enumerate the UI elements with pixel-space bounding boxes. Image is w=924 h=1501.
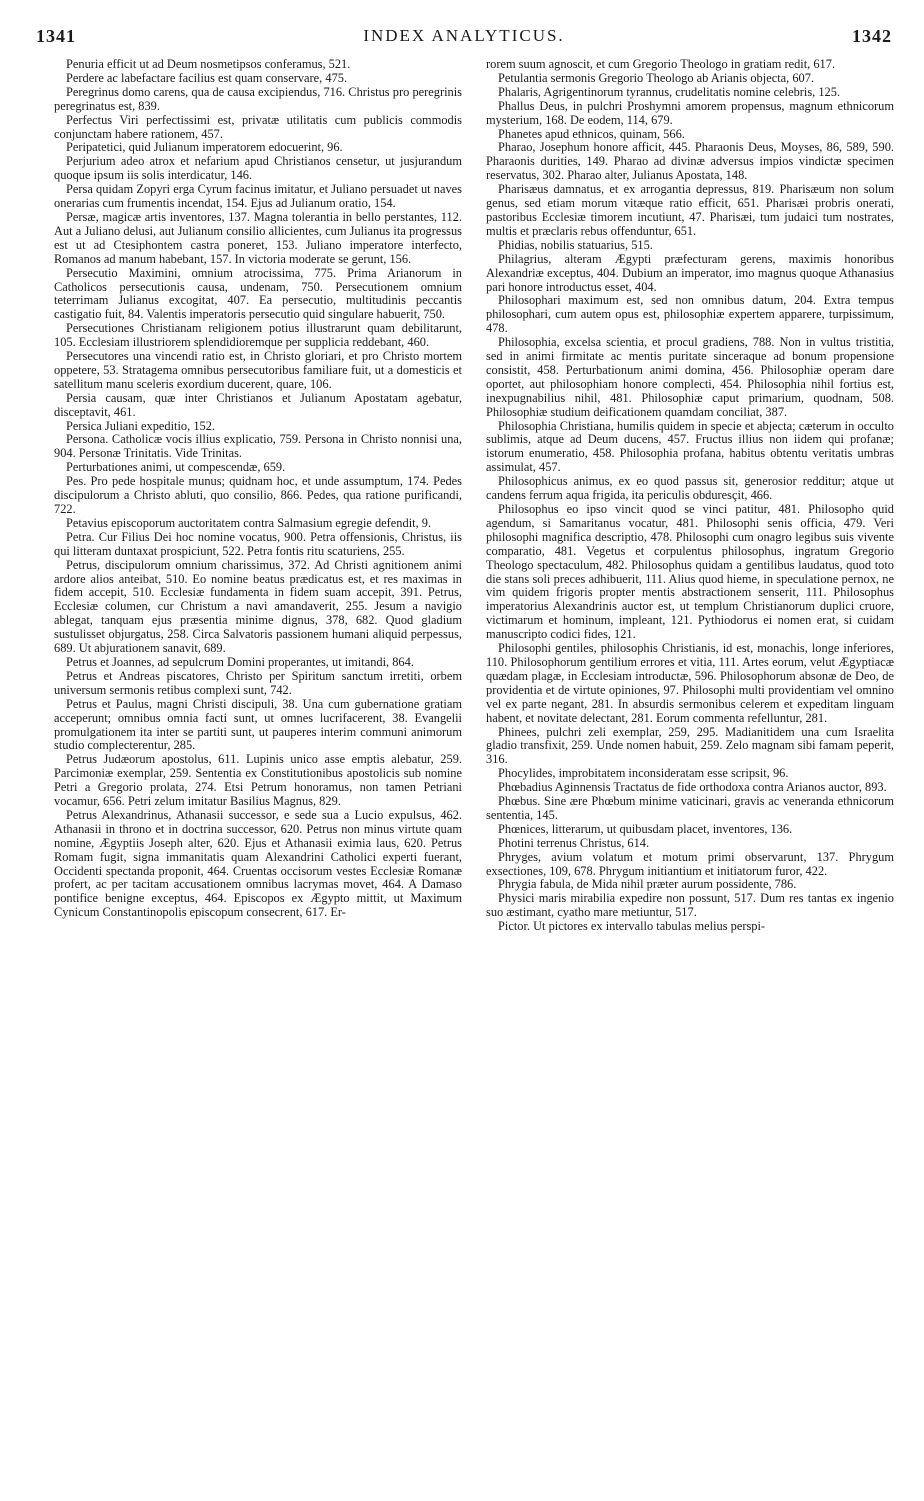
index-entry: Petrus, discipulorum omnium charissimus, 372. Ad Christi agnitionem animi ardore alios anteibat, 510. Eo nomine beatus prædicatus est, et res maximas in fidem accepit, 510. Ecclesiæ fundamenta in fidem suam accepit, 391. Petrus, Ecclesiæ columen, cur Christum a navi amandaverit, 255. Jesum a navigio ablegat, tanquam ejus præsentia minime dignus, 378, 682. Quod gladium sustulisset objurgatus, 258. Circa Salvatoris passionem humani aliquid perpessus, 689. Ut abjurationem sanavit, 689.: [54, 557, 462, 656]
index-entry: Phœnices, litterarum, ut quibusdam placet, inventores, 136.: [498, 821, 793, 836]
index-entry: Persecutores una vincendi ratio est, in Christo gloriari, et pro Christo mortem oppetere, 53. Stratagema omnibus persecutoribus familiare fuit, ut a domesticis et satellitum manu sceleris exordium ducerent, quare, 106.: [54, 349, 462, 391]
index-entry: Persica Juliani expeditio, 152.: [66, 418, 216, 433]
index-entry: Philosophia Christiana, humilis quidem in specie et abjecta; cæterum in occulto sublimis, atque ad Deum ducens, 457. Fructus illius non iidem qui profanæ; istorum enumeratio, 458. Philosophia profana, habitus obtentu veritatis umbras assimulat, 457.: [486, 418, 894, 475]
index-entry: Petrus et Paulus, magni Christi discipuli, 38. Una cum gubernatione gratiam acceperunt; omnibus omnia facti sunt, ut omnes lucrifacerent, 38. Evangelii promulgationem ita inter se partiti sunt, ut pauperes interim communi animorum studio complecterentur, 285.: [54, 696, 462, 753]
index-entry: Pharisæus damnatus, et ex arrogantia depressus, 819. Pharisæum non solum genus, sed etiam morum vitæque ratio efficit, 651. Pharisæi probris onerati, pastoribus Ecclesiæ timorem incutiunt, 47. Pharisæi, tum judaici tum nostrates, multis et præclaris rebus offenduntur, 651.: [486, 182, 894, 238]
page-number-right: 1342: [852, 26, 892, 46]
page-header: [36, 22, 892, 56]
left-column: [54, 58, 462, 1491]
index-entry: Petra. Cur Filius Dei hoc nomine vocatus, 900. Petra offensionis, Christus, iis qui litteram duntaxat prospiciunt, 522. Petra fontis ritu scaturiens, 255.: [54, 529, 462, 558]
index-entry: Petrus et Joannes, ad sepulcrum Domini properantes, ut imitandi, 864.: [66, 654, 414, 669]
index-entry: Phrygia fabula, de Mida nihil præter aurum possidente, 786.: [498, 877, 797, 892]
running-title: INDEX ANALYTICUS.: [363, 26, 565, 45]
index-entry: Philosophia, excelsa scientia, et procul gradiens, 788. Non in vultus tristitia, sed in animi firmitate ac mentis puritate sinceraque ad bonum propensione consistit, 458. Perturbationum animi domina, 456. Philosophiæ operam dare oportet, aut philosophiam honore complecti, 454. Philosophia nihil fortius est, inexpugnabilius nihil, 481. Philosophiæ caput primarium, quodnam, 508. Philosophiæ studium deificationem quamdam conciliat, 387.: [486, 335, 894, 419]
index-entry: Peripatetici, quid Julianum imperatorem edocuerint, 96.: [66, 140, 343, 155]
index-entry: Phallus Deus, in pulchri Proshymni amorem propensus, magnum ethnicorum mysterium, 168. De eodem, 114, 679.: [486, 98, 894, 127]
index-entry: Perjurium adeo atrox et nefarium apud Christianos censetur, ut jusjurandum quoque ipsum iis solis interdicatur, 146.: [54, 154, 462, 183]
index-entry: Persæ, magicæ artis inventores, 137. Magna tolerantia in bello perstantes, 112. Aut a Juliano delusi, aut Julianum consilio allicientes, cum Julianus ita progressus est ut ad Ctesiphontem castra poneret, 153. Juliano imperatore interfecto, Romanos ad manum habebant, 157. In victoria moderate se gerunt, 156.: [54, 209, 462, 266]
right-column: [486, 58, 894, 1491]
index-entry: Phanetes apud ethnicos, quinam, 566.: [498, 126, 685, 141]
index-entry: Philosophi gentiles, philosophis Christianis, id est, monachis, longe inferiores, 110. Philosophorum gentilium errores et vitia, 111. Artes eorum, velut Ægyptiacæ quædam plagæ, in Ecclesiam introductæ, 596. Philosophorum absonæ de Deo, de providentia et de virtute opiniones, 97. Philosophi multi providentiam vel omnino vel ex parte negant, 281. In absurdis sermonibus celerem et expeditam linguam habent, et novitate delectant, 281. Eorum commenta refelluntur, 281.: [486, 641, 894, 725]
page-number-left: 1341: [36, 26, 76, 46]
index-entry: Persona. Catholicæ vocis illius explicatio, 759. Persona in Christo nonnisi una, 904. Personæ Trinitatis. Vide Trinitas.: [54, 432, 462, 461]
index-entry: Philosophari maximum est, sed non omnibus datum, 204. Extra tempus philosophari, cum autem opus est, philosophiæ expertem apparere, turpissimum, 478.: [486, 293, 894, 336]
index-entry: Persa quidam Zopyri erga Cyrum facinus imitatur, et Juliano persuadet ut naves onerarias cum frumentis incendat, 154. Ejus ad Julianum oratio, 154.: [54, 182, 462, 211]
index-entry: Petulantia sermonis Gregorio Theologo ab Arianis objecta, 607.: [498, 70, 815, 85]
index-entry: Photini terrenus Christus, 614.: [498, 835, 650, 850]
index-entry: Perturbationes animi, ut compescendæ, 659.: [66, 460, 286, 475]
index-entry: Pes. Pro pede hospitale munus; quidnam hoc, et unde assumptum, 174. Pedes discipulorum a Christo abluti, quo consilio, 866. Pedes, qua ratione purificandi, 722.: [54, 474, 462, 516]
index-entry: Philosophicus animus, ex eo quod passus sit, generosior redditur; atque ut candens ferrum aqua frigida, ita periculis obduresçit, 466.: [486, 474, 894, 503]
index-entry: Petrus Alexandrinus, Athanasii successor, e sede sua a Lucio expulsus, 462. Athanasii in throno et in doctrina successor, 620. Petrus non minus virtute quam nomine, Ægyptiis Joseph alter, 620. Ejus et Athanasii eximia laus, 620. Petrus Romam fugit, signa immanitatis quam Alexandrini Catholici experti fuerant, Occidenti spectanda proponit, 464. Cruentas occisorum vestes Ecclesiæ Romanæ profert, ac per tacitam accusationem omnibus lacrymas movet, 464. A Damaso pontifice benigne exceptus, 464. Episcopos ex Ægypto mittit, ut Maximum Cynicum Constantinopolis episcopum consecrent, 617. Er-: [54, 807, 462, 920]
index-entry: rorem suum agnoscit, et cum Gregorio Theologo in gratiam redit, 617.: [486, 58, 836, 71]
index-entry: Petrus et Andreas piscatores, Christo per Spiritum sanctum irretiti, orbem universum sermonis retibus complexi sunt, 742.: [54, 668, 462, 697]
index-entry: Perdere ac labefactare facilius est quam conservare, 475.: [66, 70, 348, 85]
index-entry: Philagrius, alteram Ægypti præfecturam gerens, maximis honoribus Alexandriæ exceptus, 404. Dubium an imperator, imo magnus quoque Athanasius pari honore introductus esset, 404.: [486, 251, 894, 294]
index-entry: Phryges, avium volatum et motum primi observarunt, 137. Phrygum exsectiones, 109, 678. Phrygum initiantium et initiatorum furor, 422.: [486, 849, 894, 878]
index-entry: Petavius episcoporum auctoritatem contra Salmasium egregie defendit, 9.: [66, 515, 432, 530]
index-entry: Perfectus Viri perfectissimi est, privatæ utilitatis cum publicis commodis conjunctam habere rationem, 457.: [54, 112, 462, 141]
index-entry: Peregrinus domo carens, qua de causa excipiendus, 716. Christus pro peregrinis peregrinatus est, 839.: [54, 84, 462, 113]
index-entry: Persecutio Maximini, omnium atrocissima, 775. Prima Arianorum in Catholicos persecutionis causa, undenam, 750. Persecutionem omnium teterrimam Julianus excogitat, 407. Ea persecutio, multitudinis peccantis castigatio fuit, 84. Valentis imperatoris persecutio quid singulare habuerit, 750.: [54, 265, 462, 322]
index-entry: Phœbus. Sine ære Phœbum minime vaticinari, gravis ac veneranda ethnicorum sententia, 145.: [486, 794, 894, 822]
index-entry: Pictor. Ut pictores ex intervallo tabulas melius perspi-: [498, 919, 766, 934]
index-entry: Phalaris, Agrigentinorum tyrannus, crudelitatis nomine celebris, 125.: [498, 84, 841, 99]
index-entry: Phocylides, improbitatem inconsideratam esse scripsit, 96.: [498, 766, 789, 781]
index-entry: Physici maris mirabilia expedire non possunt, 517. Dum res tantas ex ingenio suo æstimant, cyatho mare metiuntur, 517.: [486, 891, 894, 920]
index-entry: Penuria efficit ut ad Deum nosmetipsos conferamus, 521.: [66, 58, 351, 71]
index-entry: Phœbadius Aginnensis Tractatus de fide orthodoxa contra Arianos auctor, 893.: [498, 780, 887, 795]
index-entry: Philosophus eo ipso vincit quod se vinci patitur, 481. Philosopho quid agendum, si Samaritanus vocatur, 481. Philosophi senis officia, 479. Veri philosophi magnifica descriptio, 478. Philosophi cum onagro legibus suis vivente comparatio, 481. Vegetus et corpulentus philosophus, ingratum Gregorio Theologo spectaculum, 482. Philosophus quidam a gentilibus laudatus, quod toto die stans soli preces adhibuerit, 111. Alius quod hieme, in speculatione pernox, ne vim quidem frigoris propter mentis abstractionem senserit, 111. Philosophus imperatorius Alexandrinis auctor est, ut templum Christianorum duplici cruore, victimarum et hominum, impleant, 121. Pythiodorus ei nomen erat, si cuidam manuscripto codici fides, 121.: [486, 502, 894, 642]
index-entry: Phidias, nobilis statuarius, 515.: [498, 237, 653, 252]
index-entry: Phinees, pulchri zeli exemplar, 259, 295. Madianitidem una cum Israelita gladio transfixit, 259. Unde nomen habuit, 259. Zelo magnam sibi famam peperit, 316.: [486, 724, 894, 767]
index-entry: Petrus Judæorum apostolus, 611. Lupinis unico asse emptis alebatur, 259. Parcimoniæ exemplar, 259. Sententia ex Constitutionibus apostolicis sub nomine Petri a Gregorio prolata, 274. Etsi Petrum honoramus, non tamen Petriani vocamur, 656. Petri zelum imitatur Basilius Magnus, 829.: [54, 752, 462, 809]
index-entry: Persecutiones Christianam religionem potius illustrarunt quam debilitarunt, 105. Ecclesiam illustriorem splendidioremque per supplicia reddebant, 460.: [54, 321, 462, 350]
index-entry: Pharao, Josephum honore afficit, 445. Pharaonis Deus, Moyses, 86, 589, 590. Pharaonis durities, 149. Pharao ad divinæ adversus impios vindictæ specimen reservatus, 302. Pharao alter, Julianus Apostata, 148.: [486, 140, 894, 183]
index-entry: Persia causam, quæ inter Christianos et Julianum Apostatam agebatur, disceptavit, 461.: [54, 390, 462, 419]
